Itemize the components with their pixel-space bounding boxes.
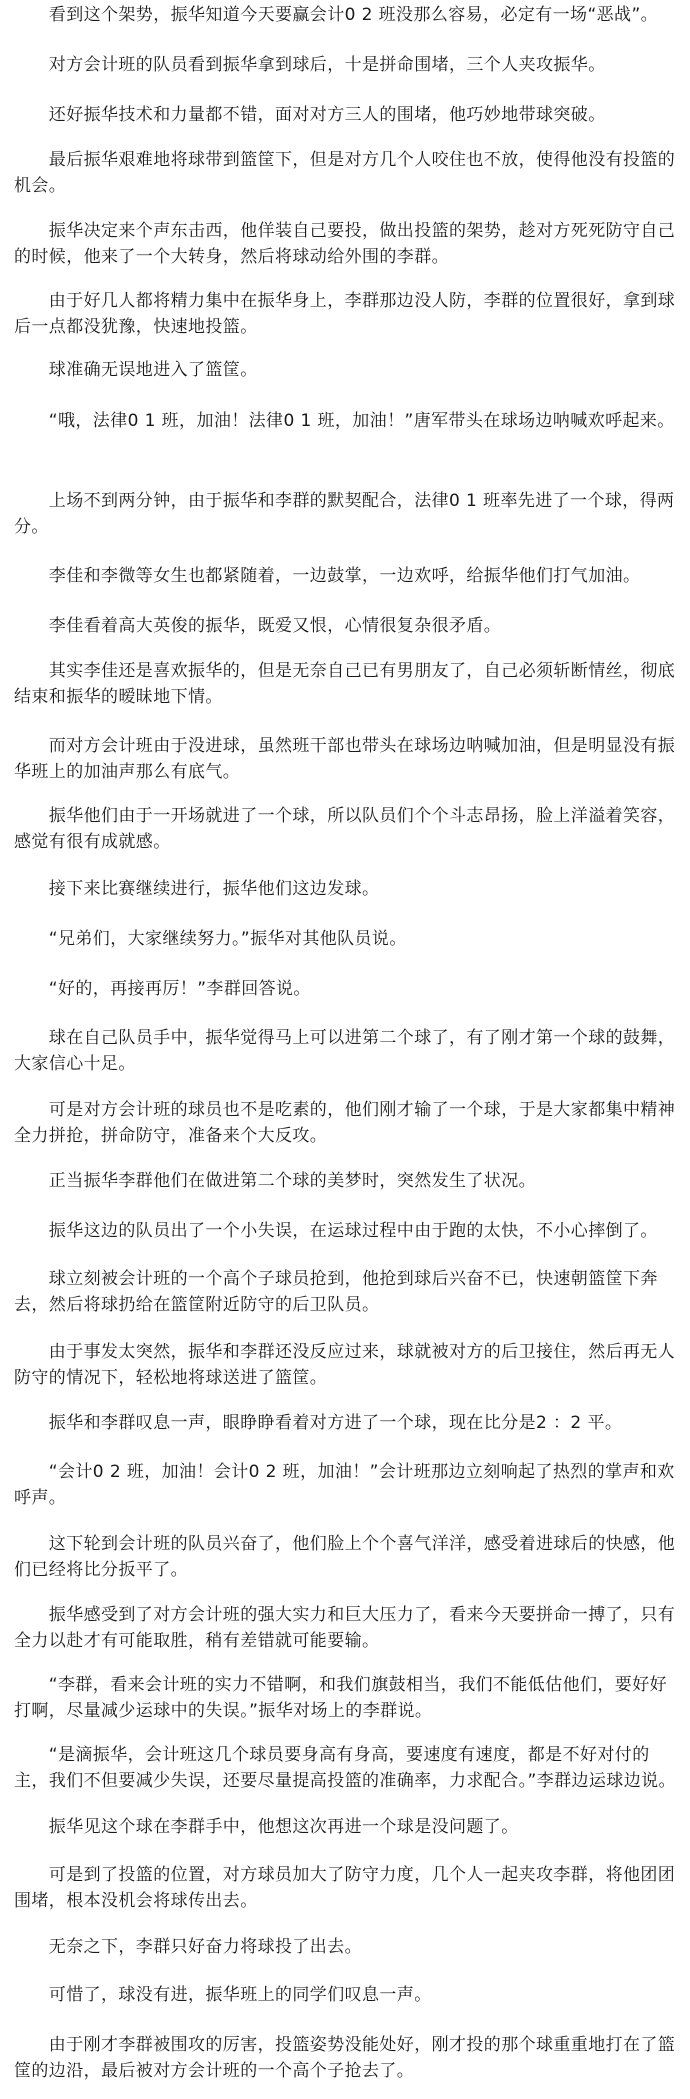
paragraph: 接下来比赛继续进行，振华他们这边发球。 — [14, 879, 380, 899]
paragraph: 由于刚才李群被围攻的厉害，投篮姿势没能处好，刚才投的那个球重重地打在了篮筐的边沿，最后被对方会计班的一个高个子抢去了。 — [14, 2035, 676, 2081]
paragraph: 其实李佳还是喜欢振华的，但是无奈自己已有男朋友了，自己必须斩断情丝，彻底结束和振华的暧昧地下情。 — [14, 661, 676, 707]
paragraph: 振华这边的队员出了一个小失误，在运球过程中由于跑的太快，不小心摔倒了。 — [14, 1221, 658, 1241]
paragraph: 振华决定来个声东击西，他佯装自己要投，做出投篮的架势，趁对方死死防守自己的时候，他来了一个大转身，然后将球动给外围的李群。 — [14, 221, 676, 267]
paragraph: 对方会计班的队员看到振华拿到球后，十是拼命围堵，三个人夹攻振华。 — [14, 55, 606, 75]
paragraph: 可是到了投篮的位置，对方球员加大了防守力度，几个人一起夹攻李群，将他团团围堵，根本没机会将球传出去。 — [14, 1865, 676, 1911]
paragraph: 可惜了，球没有进，振华班上的同学们叹息一声。 — [14, 1985, 432, 2005]
paragraph: 正当振华李群他们在做进第二个球的美梦时，突然发生了状况。 — [14, 1171, 536, 1191]
paragraph: 最后振华艰难地将球带到篮筐下，但是对方几个人咬住也不放，使得他没有投篮的机会。 — [14, 150, 676, 196]
paragraph: “李群，看来会计班的实力不错啊，和我们旗鼓相当，我们不能低估他们，要好好打啊，尽量减少运球中的失误。”振华对场上的李群说。 — [14, 1675, 668, 1721]
paragraph: “是滴振华，会计班这几个球员要身高有身高，要速度有速度，都是不好对付的主，我们不但要减少失误，还要尽量提高投篮的准确率，力求配合。”李群边运球边说。 — [14, 1745, 676, 1791]
paragraph: 看到这个架势，振华知道今天要赢会计0 2 班没那么容易，必定有一场“恶战”。 — [14, 5, 659, 25]
paragraph: “哦，法律0 1 班，加油！法律0 1 班，加油！”唐军带头在球场边呐喊欢呼起来。 — [14, 411, 675, 431]
paragraph: 由于事发太突然，振华和李群还没反应过来，球就被对方的后卫接住，然后再无人防守的情况下，轻松地将球送进了篮筐。 — [14, 1342, 676, 1388]
paragraph: “好的，再接再厉！”李群回答说。 — [14, 979, 311, 999]
paragraph: “兄弟们，大家继续努力。”振华对其他队员说。 — [14, 929, 407, 949]
paragraph: 振华他们由于一开场就进了一个球，所以队员们个个斗志昂扬，脸上洋溢着笑容，感觉有很有成就感。 — [14, 806, 676, 852]
paragraph: 振华和李群叹息一声，眼睁睁看着对方进了一个球，现在比分是2 ：2 平。 — [14, 1413, 623, 1433]
paragraph: 振华感受到了对方会计班的强大实力和巨大压力了，看来今天要拼命一搏了，只有全力以赴才有可能取胜，稍有差错就可能要输。 — [14, 1605, 676, 1651]
paragraph: 球准确无误地进入了篮筐。 — [14, 360, 258, 380]
paragraph: 还好振华技术和力量都不错，面对对方三人的围堵，他巧妙地带球突破。 — [14, 105, 606, 125]
paragraph: “会计0 2 班，加油！会计0 2 班，加油！”会计班那边立刻响起了热烈的掌声和欢呼声。 — [14, 1462, 675, 1508]
paragraph: 而对方会计班由于没进球，虽然班干部也带头在球场边呐喊加油，但是明显没有振华班上的加油声那么有底气。 — [14, 736, 676, 782]
paragraph: 无奈之下，李群只好奋力将球投了出去。 — [14, 1937, 362, 1957]
paragraph: 球在自己队员手中，振华觉得马上可以进第二个球了，有了刚才第一个球的鼓舞，大家信心十足。 — [14, 1028, 676, 1074]
paragraph: 可是对方会计班的球员也不是吃素的，他们刚才输了一个球，于是大家都集中精神全力拼抢，拼命防守，准备来个大反攻。 — [14, 1100, 676, 1146]
paragraph: 上场不到两分钟，由于振华和李群的默契配合，法律0 1 班率先进了一个球，得两分。 — [14, 491, 675, 537]
paragraph: 振华见这个球在李群手中，他想这次再进一个球是没问题了。 — [14, 1817, 519, 1837]
paragraph: 这下轮到会计班的队员兴奋了，他们脸上个个喜气洋洋，感受着进球后的快感，他们已经将比分扳平了。 — [14, 1534, 676, 1580]
paragraph: 由于好几人都将精力集中在振华身上，李群那边没人防，李群的位置很好，拿到球后一点都没犹豫，快速地投篮。 — [14, 291, 676, 337]
paragraph: 球立刻被会计班的一个高个子球员抢到，他抢到球后兴奋不已，快速朝篮筐下奔去，然后将球扔给在篮筐附近防守的后卫队员。 — [14, 1269, 658, 1315]
paragraph: 李佳和李微等女生也都紧随着，一边鼓掌，一边欢呼，给振华他们打气加油。 — [14, 566, 641, 586]
paragraph: 李佳看着高大英俊的振华，既爱又恨，心情很复杂很矛盾。 — [14, 616, 502, 636]
